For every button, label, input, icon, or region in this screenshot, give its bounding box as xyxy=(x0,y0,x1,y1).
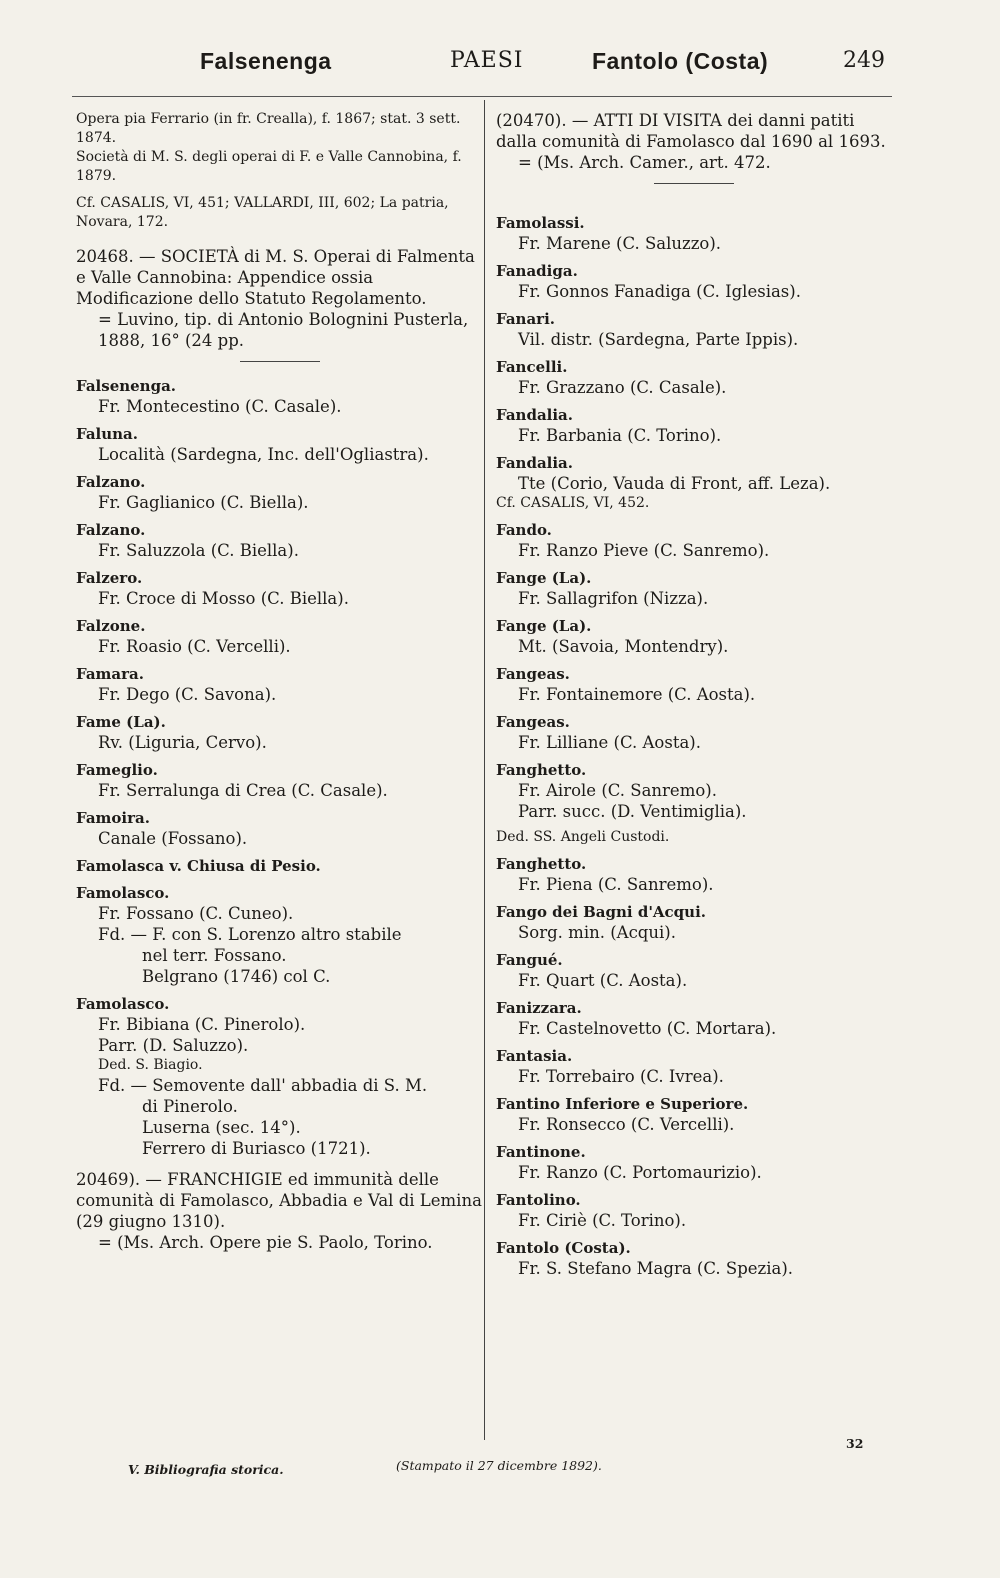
entry-number: 20468. xyxy=(76,247,134,266)
entry-head: Famoira. xyxy=(76,809,150,827)
entry-line: Fr. Sallagrifon (Nizza). xyxy=(518,589,709,608)
entry-line: Fr. Torrebairo (C. Ivrea). xyxy=(518,1067,724,1086)
separator-rule xyxy=(654,183,734,184)
note-line: Società di M. S. degli operai di F. e Valle Cannobina, f. 1879. xyxy=(76,149,462,184)
separator-rule xyxy=(240,361,320,362)
entry-line: Fr. S. Stefano Magra (C. Spezia). xyxy=(518,1259,794,1278)
entry-line: Sorg. min. (Acqui). xyxy=(518,923,676,942)
footer-series: V. Bibliografia storica. xyxy=(128,1462,284,1477)
entry-head: Famolasco. xyxy=(76,884,170,902)
entry-line: Località (Sardegna, Inc. dell'Ogliastra). xyxy=(98,445,429,464)
signature-mark: 32 xyxy=(846,1436,864,1451)
entry-head: Falsenenga. xyxy=(76,377,177,395)
entry-line: Fr. Serralunga di Crea (C. Casale). xyxy=(98,781,388,800)
dedication: Ded. SS. Angeli Custodi. xyxy=(496,829,670,845)
entry-line: Fr. Dego (C. Savona). xyxy=(98,685,277,704)
entry-publication: = (Ms. Arch. Camer., art. 472. xyxy=(518,153,771,172)
entry-head: Fame (La). xyxy=(76,713,166,731)
entry-head: Famolasco. xyxy=(76,995,170,1013)
bibliographic-entry xyxy=(76,246,484,309)
entry-line: Fr. Castelnovetto (C. Mortara). xyxy=(518,1019,777,1038)
entry-head: Falzero. xyxy=(76,569,143,587)
bibliographic-entry xyxy=(76,1169,484,1232)
entry-head: Fantasia. xyxy=(496,1047,573,1065)
page-number: 249 xyxy=(843,48,885,73)
entry-head: Fangeas. xyxy=(496,665,570,683)
entry-line: Fr. Saluzzola (C. Biella). xyxy=(98,541,299,560)
entry-head: Fange (La). xyxy=(496,617,592,635)
entry-head: Fangué. xyxy=(496,951,563,969)
entry-head: Falzone. xyxy=(76,617,146,635)
entry-line: Mt. (Savoia, Montendry). xyxy=(518,637,729,656)
entry-head: Fanghetto. xyxy=(496,855,587,873)
entry-head: Fantino Inferiore e Superiore. xyxy=(496,1095,749,1113)
entry-line: Ferrero di Buriasco (1721). xyxy=(142,1139,371,1158)
entry-line: Luserna (sec. 14°). xyxy=(142,1118,301,1137)
citation: Cf. CASALIS, VI, 451; VALLARDI, III, 602; La patria, Novara, 172. xyxy=(76,195,449,230)
entry-head: Faluna. xyxy=(76,425,138,443)
entry-head: Fanari. xyxy=(496,310,555,328)
entry-head: Fanghetto. xyxy=(496,761,587,779)
right-column xyxy=(496,110,892,1279)
entry-head: Fanadiga. xyxy=(496,262,578,280)
entry-head: Fantolino. xyxy=(496,1191,581,1209)
entry-line: Canale (Fossano). xyxy=(98,829,248,848)
entry-head: Fandalia. xyxy=(496,406,573,424)
header-section: PAESI xyxy=(450,48,524,73)
entry-head: Falzano. xyxy=(76,473,146,491)
dedication: Ded. S. Biagio. xyxy=(98,1057,203,1073)
bibliographic-entry: (20470). — ATTI DI VISITA dei danni patiti dalla comunità di Famolasco dal 1690 al 1693. xyxy=(496,111,886,151)
entry-line: Fr. Ranzo Pieve (C. Sanremo). xyxy=(518,541,770,560)
footer-print-date: (Stampato il 27 dicembre 1892). xyxy=(396,1458,602,1473)
entry-line: Fr. Roasio (C. Vercelli). xyxy=(98,637,291,656)
header-first-entry: Falsenenga xyxy=(200,48,332,74)
entry-line: Fr. Fossano (C. Cuneo). xyxy=(98,904,294,923)
entry-head: Fancelli. xyxy=(496,358,568,376)
entry-head: Fange (La). xyxy=(496,569,592,587)
entry-title: — SOCIETÀ di M. S. Operai di Falmenta e Valle Cannobina: Appendice ossia Modificazione dello Statuto Regolamento. xyxy=(76,247,475,308)
entry-line: Fr. Croce di Mosso (C. Biella). xyxy=(98,589,349,608)
header-last-entry: Fantolo (Costa) xyxy=(592,48,769,74)
entry-head: Fameglio. xyxy=(76,761,158,779)
entry-head: Fangeas. xyxy=(496,713,570,731)
entry-number: 20469). xyxy=(76,1170,141,1189)
entry-head: Famolassi. xyxy=(496,214,585,232)
entry-line: Vil. distr. (Sardegna, Parte Ippis). xyxy=(518,330,799,349)
entry-line: Parr. succ. (D. Ventimiglia). xyxy=(518,802,747,821)
entry-line: Fr. Airole (C. Sanremo). xyxy=(518,781,717,800)
entry-head: Fandalia. xyxy=(496,454,573,472)
entry-line: Tte (Corio, Vauda di Front, aff. Leza). xyxy=(518,474,831,493)
running-header xyxy=(0,48,1000,88)
entry-publication: = Luvino, tip. di Antonio Bolognini Pusterla, 1888, 16° (24 pp. xyxy=(98,310,469,350)
entry-line: Parr. (D. Saluzzo). xyxy=(98,1036,249,1055)
entry-line: Fr. Gaglianico (C. Biella). xyxy=(98,493,309,512)
entry-line: Fr. Grazzano (C. Casale). xyxy=(518,378,727,397)
entry-publication: = (Ms. Arch. Opere pie S. Paolo, Torino. xyxy=(98,1233,433,1252)
citation: Cf. CASALIS, VI, 452. xyxy=(496,495,650,511)
entry-head: Falzano. xyxy=(76,521,146,539)
entry-line: Fr. Piena (C. Sanremo). xyxy=(518,875,714,894)
entry-line: Fr. Fontainemore (C. Aosta). xyxy=(518,685,756,704)
entry-line: Fr. Marene (C. Saluzzo). xyxy=(518,234,722,253)
entry-line: Fd. — Semovente dall' abbadia di S. M. xyxy=(98,1076,428,1095)
entry-line: Fr. Bibiana (C. Pinerolo). xyxy=(98,1015,306,1034)
entry-head: Fango dei Bagni d'Acqui. xyxy=(496,903,706,921)
entry-line: nel terr. Fossano. xyxy=(142,946,287,965)
entry-list xyxy=(76,376,484,1159)
entry-line: Fr. Ronsecco (C. Vercelli). xyxy=(518,1115,735,1134)
entry-head: Fantinone. xyxy=(496,1143,586,1161)
entry-head: Famolasca v. Chiusa di Pesio. xyxy=(76,857,321,875)
entry-head: Fantolo (Costa). xyxy=(496,1239,631,1257)
entry-line: Fr. Ciriè (C. Torino). xyxy=(518,1211,687,1230)
entry-title: — FRANCHIGIE ed immunità delle comunità di Famolasco, Abbadia e Val di Lemina (29 giugno 1310). xyxy=(76,1170,482,1231)
entry-line: Fr. Gonnos Fanadiga (C. Iglesias). xyxy=(518,282,801,301)
entry-line: Fr. Lilliane (C. Aosta). xyxy=(518,733,701,752)
entry-head: Fando. xyxy=(496,521,552,539)
entry-line: Rv. (Liguria, Cervo). xyxy=(98,733,267,752)
column-divider xyxy=(484,100,485,1440)
entry-line: Fd. — F. con S. Lorenzo altro stabile xyxy=(98,925,402,944)
footer xyxy=(0,1436,1000,1488)
entry-line: Fr. Quart (C. Aosta). xyxy=(518,971,688,990)
entry-list xyxy=(496,213,892,1279)
entry-line: Belgrano (1746) col C. xyxy=(142,967,331,986)
entry-line: Fr. Montecestino (C. Casale). xyxy=(98,397,342,416)
entry-head: Fanizzara. xyxy=(496,999,582,1017)
entry-line: di Pinerolo. xyxy=(142,1097,238,1116)
entry-line: Fr. Barbania (C. Torino). xyxy=(518,426,722,445)
header-rule xyxy=(72,96,892,97)
note-line: Opera pia Ferrario (in fr. Crealla), f. 1867; stat. 3 sett. 1874. xyxy=(76,111,461,146)
entry-head: Famara. xyxy=(76,665,144,683)
entry-line: Fr. Ranzo (C. Portomaurizio). xyxy=(518,1163,762,1182)
left-column xyxy=(76,110,484,1253)
